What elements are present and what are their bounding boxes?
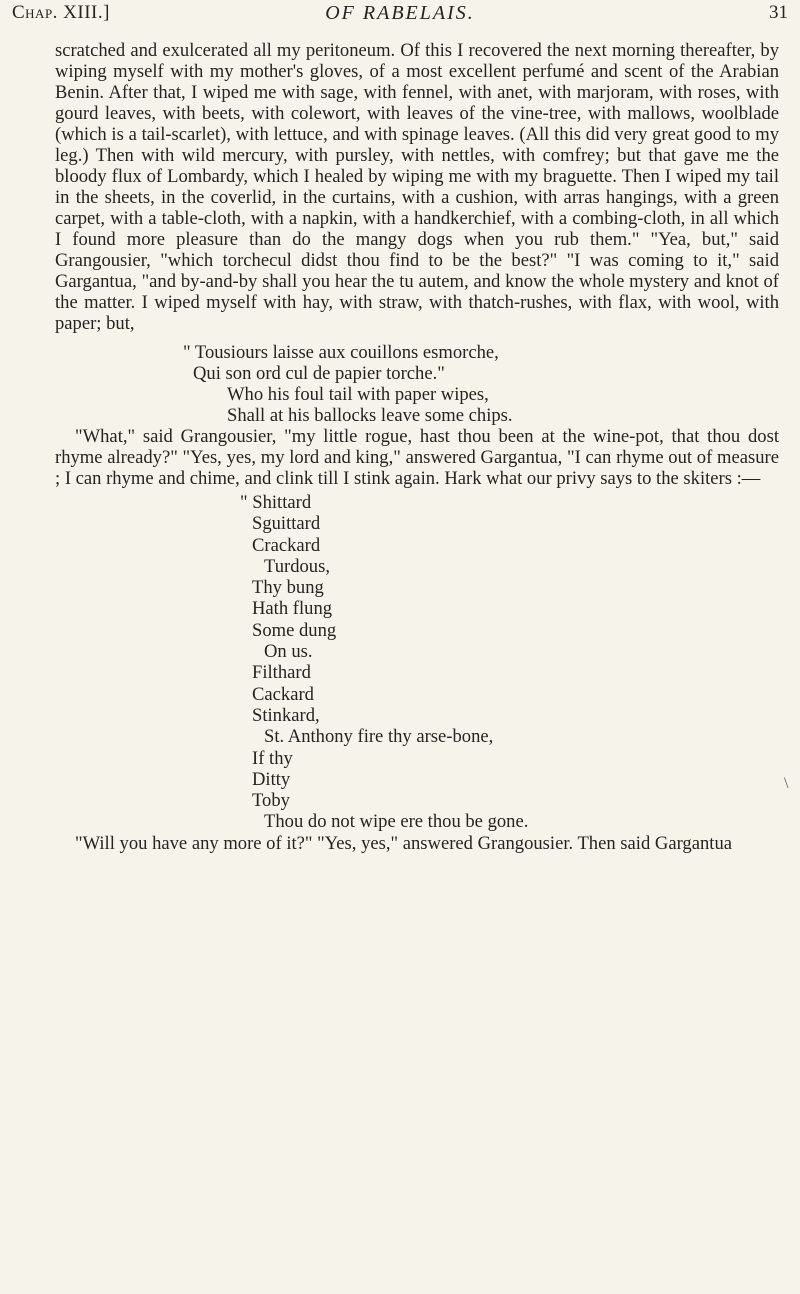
- poem-line: Stinkard,: [252, 704, 320, 726]
- poem-line: Sguittard: [252, 513, 321, 535]
- page-body: [55, 40, 779, 854]
- paragraph-3: "Will you have any more of it?" "Yes, yes," answered Grangousier. Then said Gargantua: [75, 832, 732, 854]
- poem-line: Crackard: [252, 534, 321, 556]
- verse-line: Shall at his ballocks leave some chips.: [227, 405, 513, 426]
- running-head: [0, 0, 800, 30]
- poem-line: Thou do not wipe ere thou be gone.: [264, 811, 529, 833]
- page-number: 31: [769, 2, 788, 23]
- verse-line: Who his foul tail with paper wipes,: [227, 384, 489, 405]
- poem-line: " Shittard: [240, 492, 312, 513]
- verse-line: Qui son ord cul de papier torche.": [193, 363, 445, 384]
- poem-line: Thy bung: [252, 577, 324, 599]
- poem-line: St. Anthony fire thy arse-bone,: [264, 726, 494, 748]
- poem-line: On us.: [264, 641, 313, 663]
- poem-line: Cackard: [252, 683, 314, 705]
- poem-line: Filthard: [252, 662, 311, 684]
- poem-line: Some dung: [252, 619, 337, 641]
- margin-mark: \: [784, 775, 789, 792]
- poem-line: Ditty: [252, 768, 291, 790]
- paragraph-2: "What," said Grangousier, "my little rogue, hast thou been at the wine-pot, that thou dost rhyme already?" "Yes, yes, my lord and king," answered Gargantua, "I can rhyme out of measure ; I can rhyme and chime, and clink till I stink again. Hark what our privy says to the skiters :—: [55, 426, 779, 489]
- poem-line: Toby: [252, 790, 290, 812]
- english-verse: [227, 384, 779, 426]
- paragraph-1: scratched and exulcerated all my peritoneum. Of this I recovered the next morning thereafter, by wiping myself with my mother's gloves, of a most excellent perfumé and scent of the Arabian Benin. After that, I wiped me with sage, with fennel, with anet, with marjoram, with roses, with gourd leaves, with beets, with colewort, with leaves of the vine-tree, with mallows, woolblade (which is a tail-scarlet), with lettuce, and with spinage leaves. (All this did very great good to my leg.) Then with wild mercury, with pursley, with nettles, with comfrey; but that gave me the bloody flux of Lombardy, which I healed by wiping me with my braguette. Then I wiped my tail in the sheets, in the coverlid, in the curtains, with a cushion, with arras hangings, with a green carpet, with a table-cloth, with a napkin, with a handkerchief, with a combing-cloth, in all which I found more pleasure than do the mangy dogs when you rub them." "Yea, but," said Grangousier, "which torchecul didst thou find to be the best?" "I was coming to it," said Gargantua, "and by-and-by shall you hear the tu autem, and know the whole mystery and knot of the matter. I wiped myself with hay, with straw, with thatch-rushes, with flax, with wool, with paper; but,: [55, 40, 779, 334]
- verse-line: " Tousiours laisse aux couillons esmorche,: [183, 342, 499, 363]
- poem-line: Hath flung: [252, 598, 333, 620]
- poem-line: If thy: [252, 747, 293, 769]
- chapter-label: Chap. XIII.]: [12, 2, 110, 23]
- poem-line: Turdous,: [264, 555, 330, 577]
- french-verse: [183, 342, 779, 384]
- privy-poem: [240, 492, 779, 833]
- book-title: OF RABELAIS.: [325, 2, 475, 24]
